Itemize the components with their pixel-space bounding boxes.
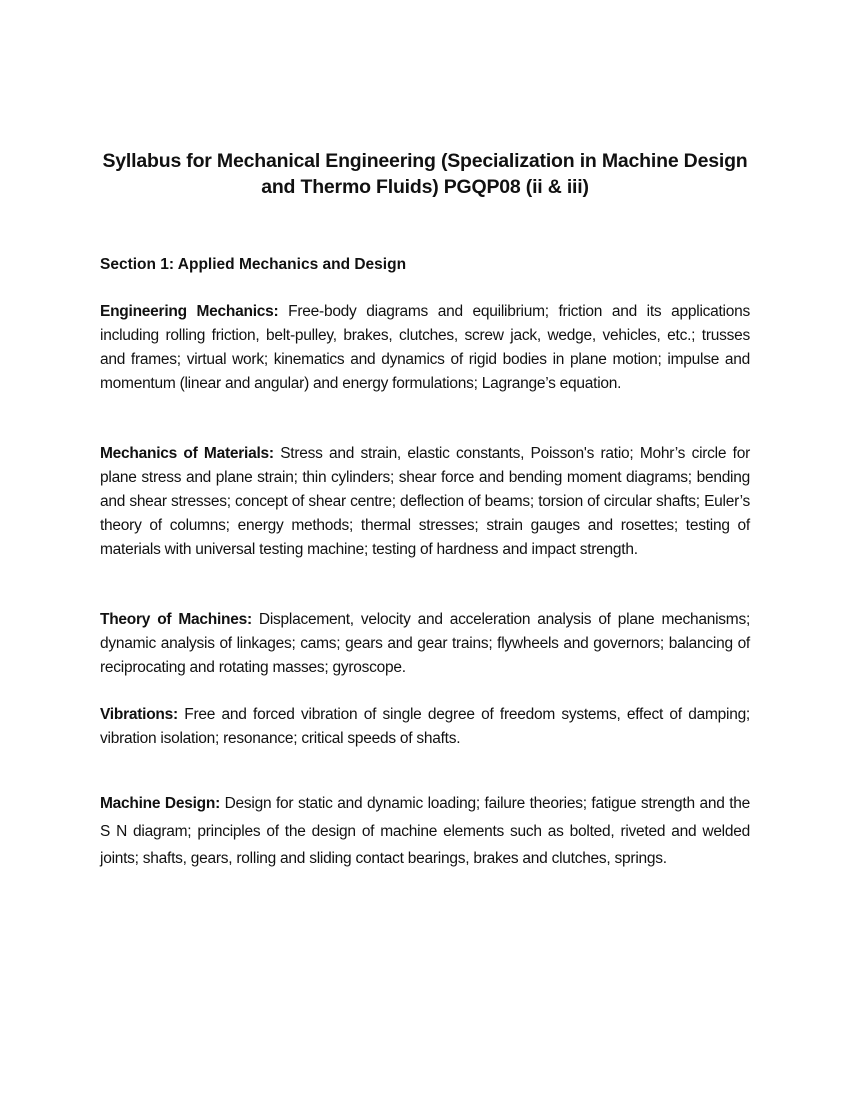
topic-vibrations	[100, 703, 750, 751]
topic-text: Free-body diagrams and equilibrium; friction and its applications including rolling friction, belt-pulley, brakes, clutches, screw jack, wedge, vehicles, etc.; trusses and frames; virtual work; kinematics and dynamics of rigid bodies in plane motion; impulse and momentum (linear and angular) and energy formulations; Lagrange’s equation.	[100, 303, 750, 392]
topic-term: Theory of Machines:	[100, 611, 252, 628]
topic-term: Engineering Mechanics:	[100, 303, 279, 320]
syllabus-page	[100, 148, 751, 867]
topic-text: Free and forced vibration of single degree of freedom systems, effect of damping; vibration isolation; resonance; critical speeds of shafts.	[100, 706, 750, 747]
topic-text: Stress and strain, elastic constants, Poisson's ratio; Mohr’s circle for plane stress and plane strain; thin cylinders; shear force and bending moment diagrams; bending and shear stresses; concept of shear centre; deflection of beams; torsion of circular shafts; Euler’s theory of columns; energy methods; thermal stresses; strain gauges and rosettes; testing of materials with universal testing machine; testing of hardness and impact strength.	[100, 445, 750, 558]
topic-text: Design for static and dynamic loading; failure theories; fatigue strength and the S N diagram; principles of the design of machine elements such as bolted, riveted and welded joints; shafts, gears, rolling and sliding contact bearings, brakes and clutches, springs.	[100, 795, 750, 867]
topic-term: Machine Design:	[100, 795, 220, 812]
topic-theory-of-machines	[100, 608, 750, 680]
topic-term: Mechanics of Materials:	[100, 445, 274, 462]
topic-text: Displacement, velocity and acceleration analysis of plane mechanisms; dynamic analysis of linkages; cams; gears and gear trains; flywheels and governors; balancing of reciprocating and rotating masses; gyroscope.	[100, 611, 751, 676]
section-heading: Section 1: Applied Mechanics and Design	[100, 256, 407, 273]
topic-engineering-mechanics	[100, 300, 750, 396]
topic-machine-design	[100, 790, 750, 873]
topic-term: Vibrations:	[100, 706, 178, 723]
topic-mechanics-of-materials	[100, 442, 750, 562]
document-title: Syllabus for Mechanical Engineering (Specialization in Machine Design and Thermo Fluids) PGQP08 (ii & iii)	[102, 150, 748, 198]
